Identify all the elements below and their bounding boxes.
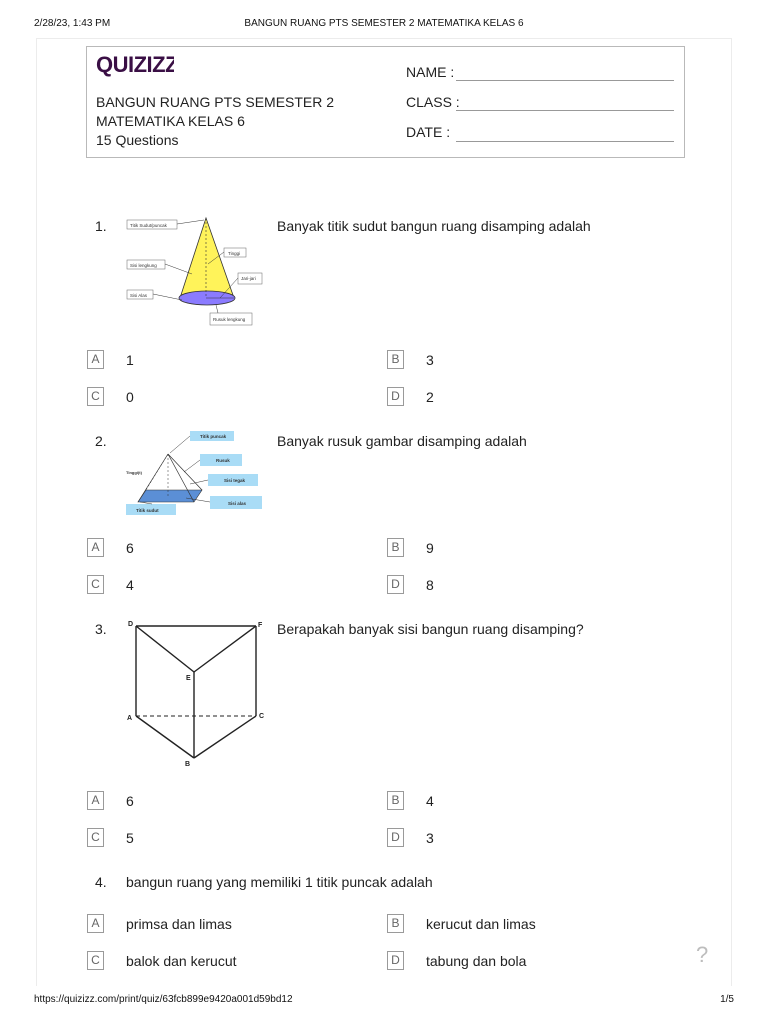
vertex-label-a: A — [127, 715, 133, 722]
option-text[interactable]: primsa dan limas — [126, 916, 232, 932]
label-rusuk-lengkung: Rusuk lengkung — [213, 317, 246, 322]
print-doc-title: BANGUN RUANG PTS SEMESTER 2 MATEMATIKA KELAS 6 — [244, 18, 524, 29]
option-text[interactable]: 2 — [426, 389, 434, 405]
option-letter-box[interactable]: A — [87, 914, 104, 933]
label-tinggi: Tinggi(t) — [126, 470, 142, 475]
label-titik-puncak: Titik puncak — [200, 434, 227, 439]
cone-figure — [124, 212, 266, 335]
vertex-label-e: E — [186, 675, 191, 682]
option-text[interactable]: 9 — [426, 540, 434, 556]
class-label: CLASS : — [406, 94, 460, 110]
option-letter-box[interactable]: D — [387, 387, 404, 406]
print-datetime: 2/28/23, 1:43 PM — [34, 18, 111, 29]
label-rusuk: Rusuk — [216, 458, 230, 463]
quiz-title: BANGUN RUANG PTS SEMESTER 2 MATEMATIKA KELAS 6 — [96, 94, 335, 129]
option-text[interactable]: balok dan kerucut — [126, 953, 237, 969]
option-letter-box[interactable]: C — [87, 951, 104, 970]
question-mark-icon[interactable]: ? — [696, 942, 709, 967]
option-text[interactable]: 6 — [126, 540, 134, 556]
option-text[interactable]: tabung dan bola — [426, 953, 527, 969]
option-text[interactable]: 5 — [126, 830, 134, 846]
question-text: Banyak rusuk gambar disamping adalah — [277, 433, 527, 449]
option-letter-box[interactable]: C — [87, 828, 104, 847]
option-text[interactable]: 3 — [426, 830, 434, 846]
question-count: 15 Questions — [96, 132, 179, 148]
option-text[interactable]: 1 — [126, 352, 134, 368]
question-number: 2. — [95, 433, 107, 449]
vertex-label-f: F — [258, 622, 263, 629]
quizizz-logo — [96, 52, 174, 84]
class-field[interactable] — [456, 110, 674, 111]
date-field[interactable] — [456, 141, 674, 142]
label-tinggi: Tinggi — [228, 251, 241, 256]
option-text[interactable]: 3 — [426, 352, 434, 368]
svg-text:QUIZIZZ: QUIZIZZ — [96, 52, 174, 77]
option-text[interactable]: 4 — [426, 793, 434, 809]
vertex-label-d: D — [128, 621, 134, 628]
question-number: 3. — [95, 621, 107, 637]
label-titik-sudut: Titik sudut — [136, 508, 159, 513]
option-letter-box[interactable]: A — [87, 350, 104, 369]
question-number: 4. — [95, 874, 107, 890]
option-letter-box[interactable]: A — [87, 538, 104, 557]
label-titik-sudut: Titik Sudut/puncak — [130, 223, 167, 228]
option-letter-box[interactable]: A — [87, 791, 104, 810]
option-letter-box[interactable]: C — [87, 575, 104, 594]
print-url[interactable]: https://quizizz.com/print/quiz/63fcb899e9420a001d59bd12 — [34, 994, 293, 1005]
pyramid-figure — [124, 428, 266, 525]
option-letter-box[interactable]: B — [387, 350, 404, 369]
prism-figure — [124, 616, 268, 775]
option-text[interactable]: kerucut dan limas — [426, 916, 536, 932]
option-letter-box[interactable]: B — [387, 914, 404, 933]
option-letter-box[interactable]: C — [87, 387, 104, 406]
label-sisi-alas: Sisi Alas — [130, 293, 148, 298]
option-letter-box[interactable]: D — [387, 951, 404, 970]
date-label: DATE : — [406, 124, 451, 140]
question-text: bangun ruang yang memiliki 1 titik puncak adalah — [126, 874, 433, 890]
question-text: Banyak titik sudut bangun ruang disamping adalah — [277, 218, 591, 234]
option-letter-box[interactable]: B — [387, 538, 404, 557]
name-label: NAME : — [406, 64, 455, 80]
vertex-label-b: B — [185, 761, 191, 768]
label-sisi-lengkung: Sisi lengkung — [130, 263, 157, 268]
option-text[interactable]: 0 — [126, 389, 134, 405]
question-number: 1. — [95, 218, 107, 234]
label-jari-jari: Jari-jari — [241, 276, 256, 281]
label-sisi-alas: Sisi alas — [228, 501, 247, 506]
option-letter-box[interactable]: B — [387, 791, 404, 810]
question-text: Berapakah banyak sisi bangun ruang disamping? — [277, 621, 584, 637]
option-text[interactable]: 4 — [126, 577, 134, 593]
option-letter-box[interactable]: D — [387, 575, 404, 594]
name-field[interactable] — [456, 80, 674, 81]
quizizz-logo-mark — [96, 52, 174, 78]
option-letter-box[interactable]: D — [387, 828, 404, 847]
option-text[interactable]: 8 — [426, 577, 434, 593]
print-footer — [34, 994, 734, 1008]
page-number: 1/5 — [720, 994, 734, 1005]
vertex-label-c: C — [259, 713, 265, 720]
print-header — [34, 18, 734, 32]
label-sisi-tegak: Sisi tegak — [224, 478, 246, 483]
option-text[interactable]: 6 — [126, 793, 134, 809]
